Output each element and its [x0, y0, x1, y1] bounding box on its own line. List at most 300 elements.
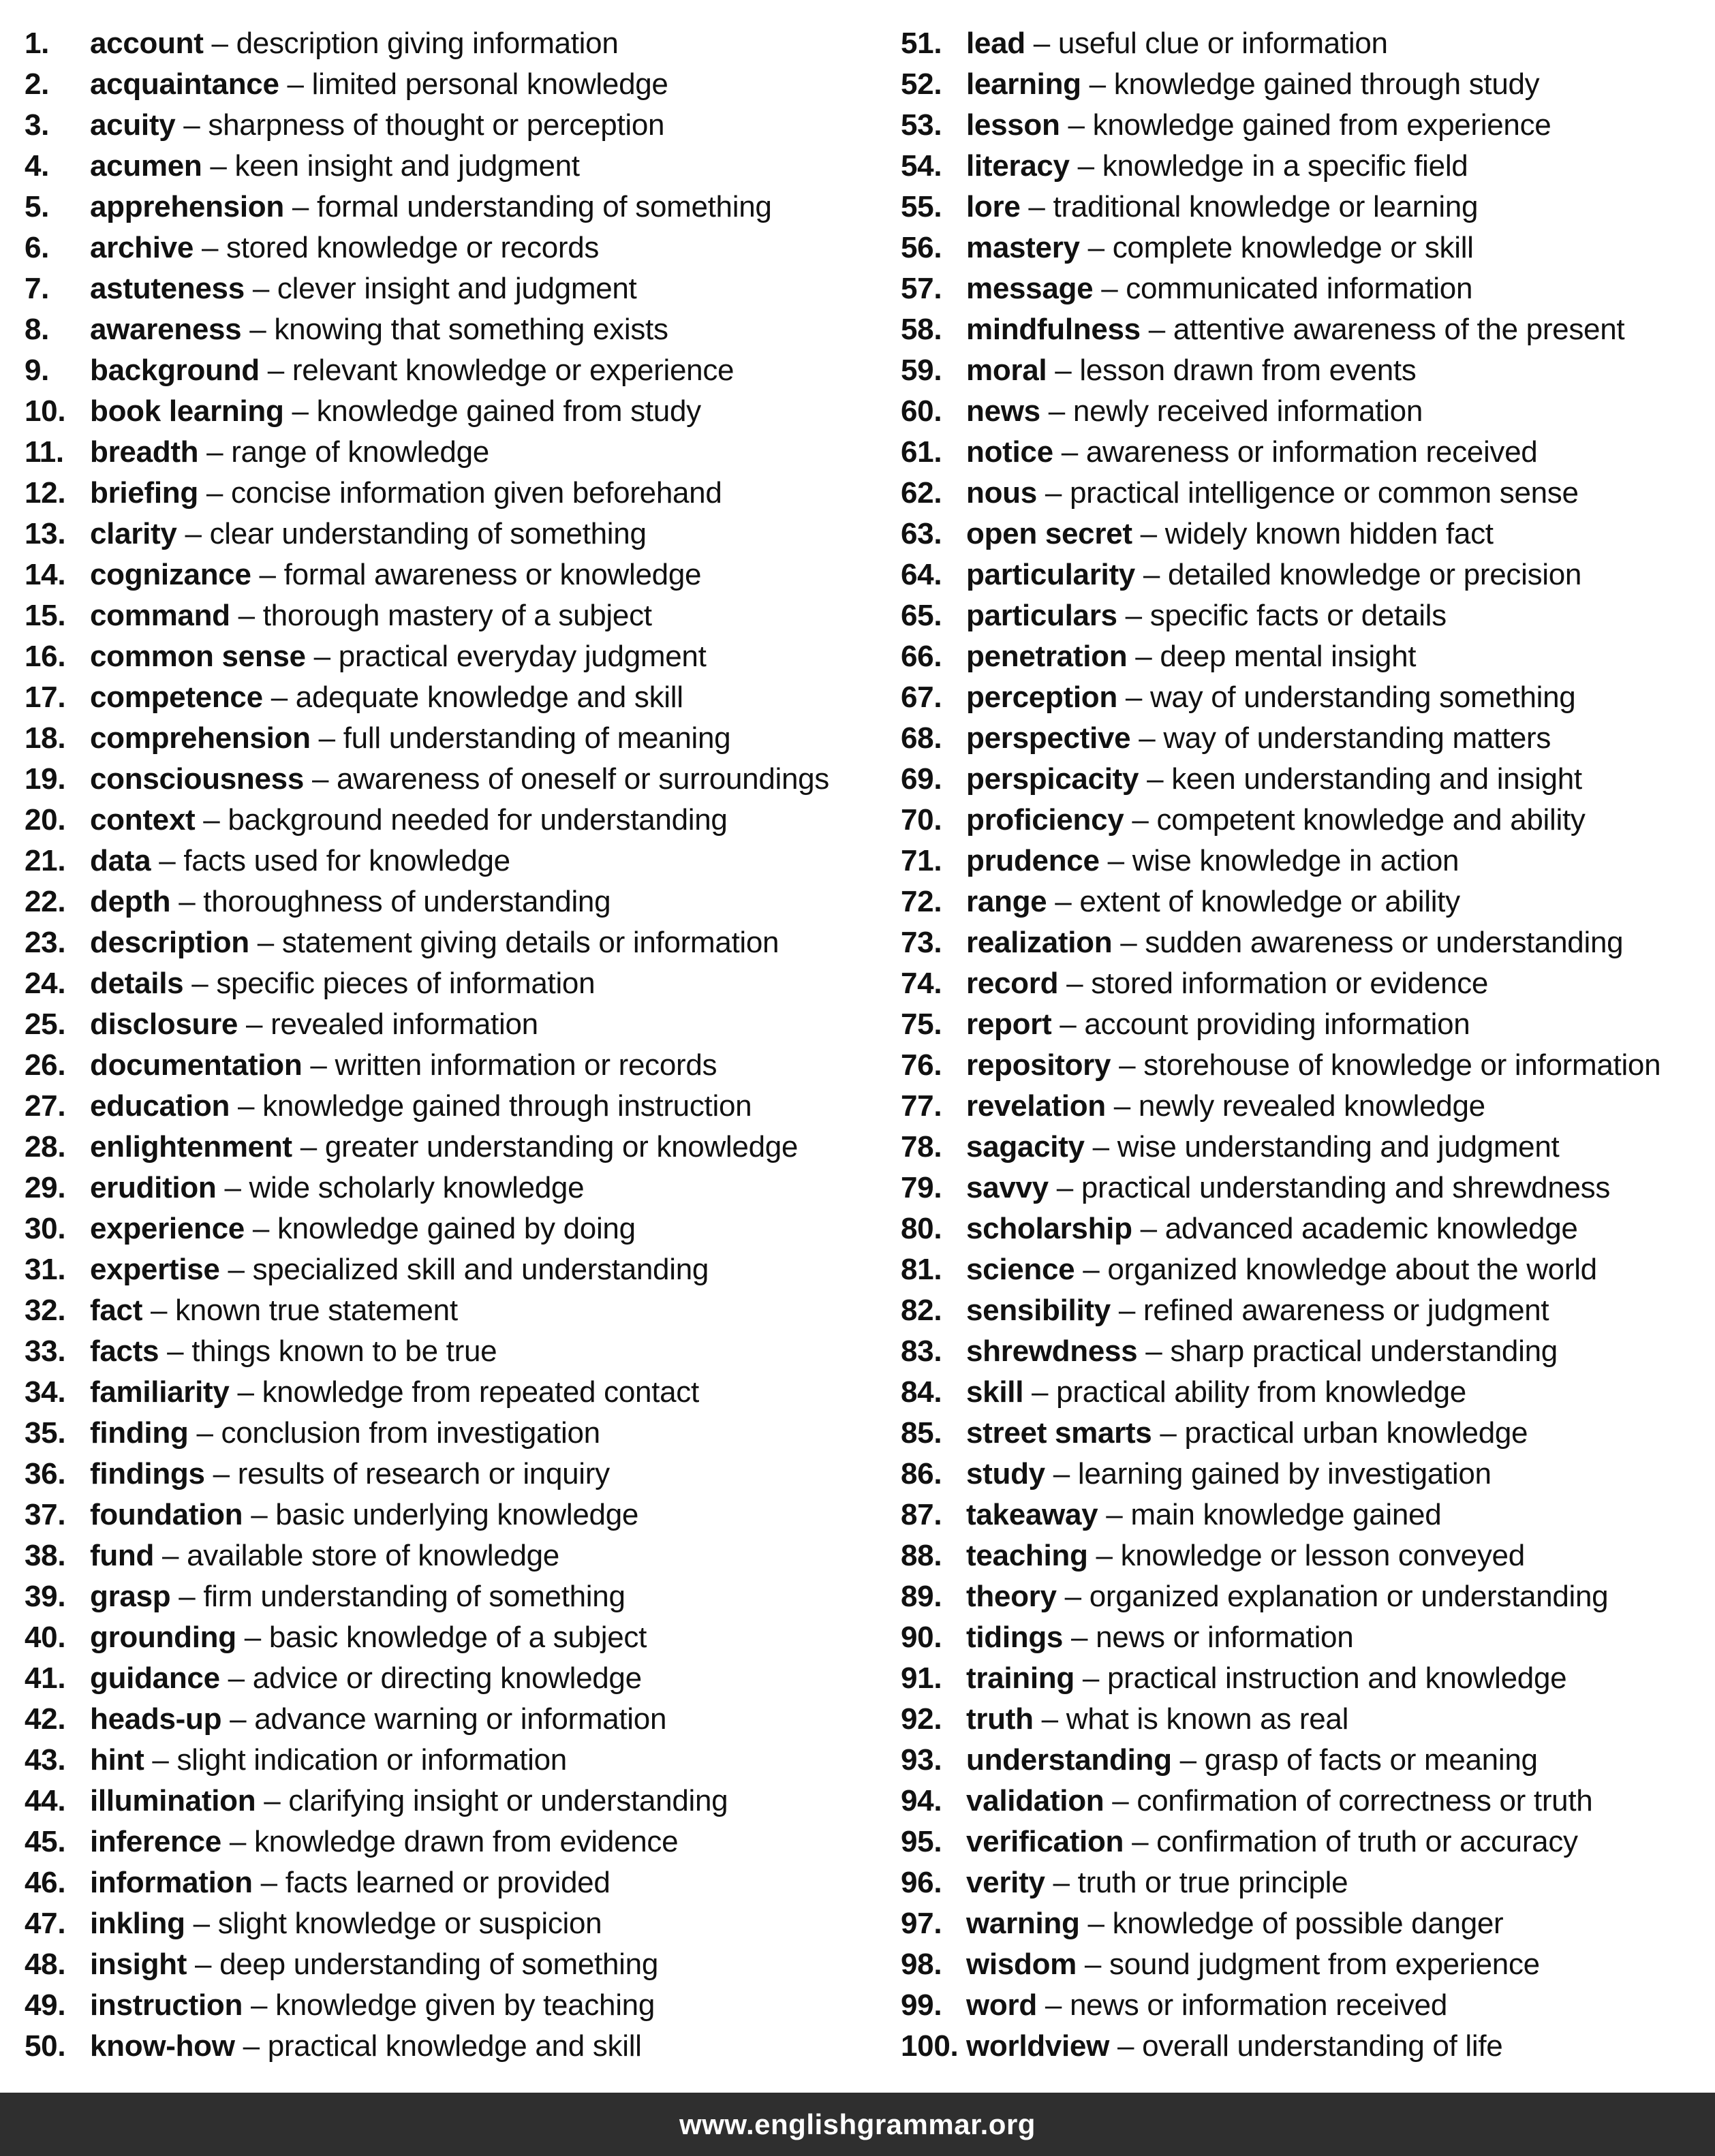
item-definition: deep understanding of something: [219, 1948, 658, 1981]
item-number: 91.: [901, 1661, 942, 1695]
item-definition: useful clue or information: [1057, 27, 1388, 60]
item-number: 92.: [901, 1702, 942, 1736]
footer-url[interactable]: www.englishgrammar.org: [679, 2108, 1036, 2140]
item-definition: background needed for understanding: [228, 803, 728, 837]
item-term: study: [966, 1457, 1045, 1490]
item-number: 75.: [901, 1007, 942, 1041]
item-separator: –: [175, 108, 208, 142]
item-separator: –: [262, 681, 296, 714]
item-number: 27.: [25, 1089, 66, 1123]
item-separator: –: [1132, 517, 1165, 550]
item-number: 39.: [25, 1580, 66, 1613]
item-number: 3.: [25, 108, 50, 142]
list-item: [901, 1086, 1712, 1127]
item-definition: knowledge of possible danger: [1112, 1907, 1504, 1940]
item-separator: –: [204, 1457, 238, 1490]
item-definition: revealed information: [271, 1007, 538, 1041]
item-separator: –: [1127, 640, 1160, 673]
list-item: [25, 1004, 869, 1045]
item-term: fund: [90, 1539, 155, 1572]
item-term: apprehension: [90, 190, 284, 223]
item-separator: –: [1098, 1498, 1131, 1531]
item-term: scholarship: [966, 1212, 1132, 1245]
item-term: perception: [966, 681, 1117, 714]
item-separator: –: [188, 1416, 221, 1450]
item-separator: –: [1040, 394, 1073, 428]
item-term: description: [90, 926, 249, 959]
item-term: penetration: [966, 640, 1128, 673]
item-separator: –: [1074, 1661, 1107, 1695]
item-definition: awareness or information received: [1085, 435, 1538, 469]
item-separator: –: [241, 313, 275, 346]
item-definition: account providing information: [1084, 1007, 1470, 1041]
item-term: prudence: [966, 844, 1100, 877]
item-number: 78.: [901, 1130, 942, 1163]
list-item: [25, 636, 869, 677]
list-item: [25, 1372, 869, 1413]
item-separator: –: [238, 1007, 271, 1041]
list-item: [25, 1454, 869, 1495]
item-definition: knowledge or lesson conveyed: [1120, 1539, 1525, 1572]
item-separator: –: [1110, 1294, 1143, 1327]
item-number: 32.: [25, 1294, 66, 1327]
item-term: savvy: [966, 1171, 1049, 1204]
item-definition: stored information or evidence: [1091, 967, 1489, 1000]
item-definition: sharp practical understanding: [1170, 1334, 1558, 1368]
item-separator: –: [1056, 1580, 1090, 1613]
item-number: 57.: [901, 272, 942, 305]
item-separator: –: [1047, 885, 1080, 918]
item-number: 94.: [901, 1784, 942, 1817]
item-definition: practical ability from knowledge: [1056, 1375, 1466, 1409]
item-term: wisdom: [966, 1948, 1077, 1981]
list-item: [901, 1004, 1712, 1045]
item-term: hint: [90, 1743, 144, 1777]
item-definition: firm understanding of something: [203, 1580, 625, 1613]
item-number: 84.: [901, 1375, 942, 1409]
item-separator: –: [1105, 1089, 1139, 1123]
list-item: [25, 105, 869, 146]
list-item: [25, 473, 869, 514]
item-definition: facts learned or provided: [285, 1866, 611, 1899]
item-definition: clever insight and judgment: [277, 272, 637, 305]
item-separator: –: [249, 926, 282, 959]
item-number: 17.: [25, 681, 66, 714]
item-number: 36.: [25, 1457, 66, 1490]
item-separator: –: [292, 1130, 325, 1163]
item-definition: storehouse of knowledge or information: [1143, 1048, 1661, 1082]
item-term: realization: [966, 926, 1113, 959]
item-separator: –: [279, 67, 312, 101]
item-definition: grasp of facts or meaning: [1204, 1743, 1538, 1777]
item-number: 11.: [25, 435, 64, 469]
item-number: 29.: [25, 1171, 66, 1204]
list-item: [901, 1740, 1712, 1781]
item-number: 23.: [25, 926, 66, 959]
item-term: illumination: [90, 1784, 256, 1817]
item-definition: knowledge gained from study: [316, 394, 701, 428]
list-item: [901, 1903, 1712, 1944]
item-definition: newly revealed knowledge: [1138, 1089, 1485, 1123]
item-number: 44.: [25, 1784, 66, 1817]
item-term: science: [966, 1253, 1075, 1286]
item-number: 37.: [25, 1498, 66, 1531]
item-definition: way of understanding matters: [1163, 721, 1551, 755]
item-definition: written information or records: [335, 1048, 717, 1082]
item-number: 96.: [901, 1866, 942, 1899]
item-term: competence: [90, 681, 263, 714]
item-separator: –: [1036, 476, 1070, 510]
item-separator: –: [159, 1334, 192, 1368]
item-definition: news or information received: [1069, 1988, 1448, 2022]
list-item: [901, 187, 1712, 228]
item-number: 12.: [25, 476, 66, 510]
item-number: 25.: [25, 1007, 66, 1041]
item-term: cognizance: [90, 558, 251, 591]
list-item: [901, 514, 1712, 554]
item-separator: –: [1077, 1948, 1110, 1981]
item-separator: –: [1045, 1457, 1078, 1490]
item-number: 45.: [25, 1825, 66, 1858]
item-separator: –: [1058, 967, 1092, 1000]
item-term: word: [966, 1988, 1037, 2022]
list-item: [901, 1862, 1712, 1903]
item-term: literacy: [966, 149, 1070, 183]
item-term: understanding: [966, 1743, 1172, 1777]
list-item: [25, 881, 869, 922]
list-item: [25, 554, 869, 595]
item-number: 5.: [25, 190, 50, 223]
item-definition: sound judgment from experience: [1109, 1948, 1540, 1981]
item-number: 33.: [25, 1334, 66, 1368]
item-definition: known true statement: [175, 1294, 458, 1327]
list-item: [901, 1576, 1712, 1617]
list-item: [901, 1454, 1712, 1495]
item-definition: available store of knowledge: [187, 1539, 559, 1572]
item-number: 31.: [25, 1253, 66, 1286]
item-separator: –: [236, 1621, 269, 1654]
item-number: 69.: [901, 762, 942, 796]
item-definition: advance warning or information: [254, 1702, 667, 1736]
item-term: news: [966, 394, 1040, 428]
list-item: [901, 1822, 1712, 1862]
item-definition: relevant knowledge or experience: [292, 354, 735, 387]
item-separator: –: [1048, 1171, 1081, 1204]
item-term: message: [966, 272, 1094, 305]
item-separator: –: [185, 1907, 218, 1940]
item-definition: slight knowledge or suspicion: [217, 1907, 602, 1940]
item-term: data: [90, 844, 151, 877]
list-item: [25, 1944, 869, 1985]
item-term: lesson: [966, 108, 1060, 142]
list-item: [25, 309, 869, 350]
list-item: [25, 1208, 869, 1249]
item-definition: adequate knowledge and skill: [295, 681, 683, 714]
list-item: [901, 146, 1712, 187]
item-separator: –: [252, 1866, 285, 1899]
item-separator: –: [251, 558, 284, 591]
item-term: training: [966, 1661, 1075, 1695]
item-separator: –: [1063, 1621, 1096, 1654]
item-separator: –: [170, 1580, 204, 1613]
item-definition: range of knowledge: [231, 435, 489, 469]
list-item: [901, 636, 1712, 677]
item-term: erudition: [90, 1171, 217, 1204]
item-number: 66.: [901, 640, 942, 673]
item-separator: –: [151, 844, 184, 877]
item-term: particulars: [966, 599, 1117, 632]
item-term: report: [966, 1007, 1052, 1041]
list-item: [901, 1331, 1712, 1372]
item-separator: –: [1023, 1375, 1057, 1409]
item-term: verification: [966, 1825, 1124, 1858]
item-separator: –: [1025, 27, 1058, 60]
item-definition: knowing that something exists: [274, 313, 668, 346]
item-number: 86.: [901, 1457, 942, 1490]
item-separator: –: [1033, 1702, 1066, 1736]
item-term: book learning: [90, 394, 284, 428]
item-term: street smarts: [966, 1416, 1152, 1450]
list-item: [25, 1576, 869, 1617]
item-separator: –: [1093, 272, 1126, 305]
item-term: comprehension: [90, 721, 311, 755]
item-definition: facts used for knowledge: [183, 844, 510, 877]
item-term: details: [90, 967, 184, 1000]
item-term: mastery: [966, 231, 1080, 264]
item-definition: specific facts or details: [1149, 599, 1447, 632]
list-item: [901, 228, 1712, 268]
item-term: clarity: [90, 517, 177, 550]
item-separator: –: [216, 1171, 249, 1204]
item-number: 87.: [901, 1498, 942, 1531]
item-term: context: [90, 803, 196, 837]
item-definition: truth or true principle: [1077, 1866, 1348, 1899]
item-number: 7.: [25, 272, 50, 305]
list-item: [25, 1903, 869, 1944]
item-number: 85.: [901, 1416, 942, 1450]
item-separator: –: [256, 1784, 289, 1817]
item-number: 30.: [25, 1212, 66, 1245]
item-separator: –: [1117, 681, 1150, 714]
item-number: 16.: [25, 640, 66, 673]
item-term: particularity: [966, 558, 1135, 591]
item-number: 6.: [25, 231, 50, 264]
list-item: [25, 228, 869, 268]
item-number: 67.: [901, 681, 942, 714]
list-item: [25, 2026, 869, 2067]
list-item: [901, 391, 1712, 432]
item-separator: –: [1124, 803, 1157, 837]
item-number: 76.: [901, 1048, 942, 1082]
list-item: [25, 1045, 869, 1086]
item-term: information: [90, 1866, 253, 1899]
item-separator: –: [1109, 2029, 1143, 2063]
item-number: 38.: [25, 1539, 66, 1572]
item-number: 80.: [901, 1212, 942, 1245]
item-definition: keen understanding and insight: [1171, 762, 1582, 796]
item-definition: practical everyday judgment: [338, 640, 707, 673]
item-separator: –: [1112, 926, 1145, 959]
item-term: documentation: [90, 1048, 303, 1082]
item-definition: news or information: [1096, 1621, 1354, 1654]
list-item: [25, 1127, 869, 1168]
item-number: 93.: [901, 1743, 942, 1777]
list-item: [901, 1127, 1712, 1168]
item-number: 1.: [25, 27, 50, 60]
item-number: 89.: [901, 1580, 942, 1613]
item-definition: knowledge from repeated contact: [262, 1375, 699, 1409]
item-number: 4.: [25, 149, 50, 183]
list-item: [25, 1535, 869, 1576]
item-number: 63.: [901, 517, 942, 550]
item-separator: –: [144, 1743, 177, 1777]
item-separator: –: [283, 190, 317, 223]
item-separator: –: [1132, 1212, 1165, 1245]
item-number: 88.: [901, 1539, 942, 1572]
item-term: lore: [966, 190, 1021, 223]
item-number: 98.: [901, 1948, 942, 1981]
item-definition: knowledge gained by doing: [277, 1212, 636, 1245]
item-number: 15.: [25, 599, 66, 632]
item-number: 19.: [25, 762, 66, 796]
list-item: [25, 268, 869, 309]
item-term: fact: [90, 1294, 143, 1327]
item-number: 47.: [25, 1907, 66, 1940]
item-separator: –: [1099, 844, 1132, 877]
item-term: acquaintance: [90, 67, 279, 101]
item-number: 35.: [25, 1416, 66, 1450]
item-term: grasp: [90, 1580, 171, 1613]
item-term: archive: [90, 231, 194, 264]
item-number: 48.: [25, 1948, 66, 1981]
item-term: record: [966, 967, 1059, 1000]
item-definition: knowledge gained through instruction: [262, 1089, 752, 1123]
item-separator: –: [1134, 558, 1168, 591]
item-definition: practical instruction and knowledge: [1107, 1661, 1567, 1695]
item-separator: –: [1036, 1988, 1070, 2022]
item-term: common sense: [90, 640, 306, 673]
item-number: 100.: [901, 2029, 959, 2063]
item-term: truth: [966, 1702, 1034, 1736]
item-definition: wise understanding and judgment: [1117, 1130, 1560, 1163]
item-term: range: [966, 885, 1047, 918]
item-separator: –: [1124, 1825, 1157, 1858]
item-separator: –: [1079, 1907, 1113, 1940]
item-separator: –: [1060, 108, 1093, 142]
item-definition: conclusion from investigation: [221, 1416, 600, 1450]
item-number: 71.: [901, 844, 942, 877]
item-separator: –: [1171, 1743, 1205, 1777]
item-term: takeaway: [966, 1498, 1098, 1531]
item-separator: –: [198, 435, 232, 469]
item-number: 14.: [25, 558, 66, 591]
item-definition: complete knowledge or skill: [1112, 231, 1474, 264]
item-definition: advanced academic knowledge: [1164, 1212, 1578, 1245]
list-item: [25, 146, 869, 187]
item-separator: –: [170, 885, 204, 918]
item-separator: –: [202, 149, 235, 183]
item-definition: lesson drawn from events: [1079, 354, 1417, 387]
item-number: 26.: [25, 1048, 66, 1082]
item-separator: –: [187, 1948, 220, 1981]
item-separator: –: [1130, 721, 1164, 755]
item-term: theory: [966, 1580, 1057, 1613]
list-item: [25, 759, 869, 800]
item-term: skill: [966, 1375, 1024, 1409]
list-item: [25, 391, 869, 432]
list-item: [901, 759, 1712, 800]
item-definition: clear understanding of something: [209, 517, 647, 550]
item-separator: –: [1045, 1866, 1078, 1899]
item-separator: –: [229, 1375, 262, 1409]
list-item: [25, 514, 869, 554]
item-definition: formal understanding of something: [316, 190, 772, 223]
item-separator: –: [234, 2029, 268, 2063]
list-item: [901, 1249, 1712, 1290]
item-definition: advice or directing knowledge: [252, 1661, 642, 1695]
item-definition: limited personal knowledge: [311, 67, 668, 101]
item-definition: stored knowledge or records: [226, 231, 600, 264]
item-definition: knowledge drawn from evidence: [253, 1825, 679, 1858]
item-number: 58.: [901, 313, 942, 346]
item-number: 34.: [25, 1375, 66, 1409]
item-term: education: [90, 1089, 230, 1123]
item-number: 8.: [25, 313, 50, 346]
item-term: inference: [90, 1825, 221, 1858]
item-separator: –: [1104, 1784, 1137, 1817]
list-item: [901, 23, 1712, 64]
list-item: [901, 800, 1712, 841]
item-separator: –: [195, 803, 228, 837]
item-term: astuteness: [90, 272, 245, 305]
item-number: 64.: [901, 558, 942, 591]
item-number: 52.: [901, 67, 942, 101]
item-term: notice: [966, 435, 1053, 469]
item-number: 81.: [901, 1253, 942, 1286]
item-number: 20.: [25, 803, 66, 837]
list-item: [901, 2026, 1712, 2067]
item-term: perspective: [966, 721, 1131, 755]
item-term: warning: [966, 1907, 1080, 1940]
item-term: learning: [966, 67, 1081, 101]
item-term: repository: [966, 1048, 1111, 1082]
list-item: [901, 1372, 1712, 1413]
item-separator: –: [283, 394, 317, 428]
list-item: [901, 64, 1712, 105]
item-number: 90.: [901, 1621, 942, 1654]
item-definition: keen insight and judgment: [234, 149, 580, 183]
item-definition: organized explanation or understanding: [1089, 1580, 1609, 1613]
list-item: [901, 309, 1712, 350]
item-number: 77.: [901, 1089, 942, 1123]
item-separator: –: [1084, 1130, 1117, 1163]
item-definition: practical urban knowledge: [1184, 1416, 1528, 1450]
list-item: [901, 595, 1712, 636]
item-term: lead: [966, 27, 1025, 60]
item-term: command: [90, 599, 230, 632]
item-definition: full understanding of meaning: [343, 721, 731, 755]
item-term: account: [90, 27, 204, 60]
item-separator: –: [1079, 231, 1113, 264]
item-definition: basic underlying knowledge: [275, 1498, 639, 1531]
item-definition: attentive awareness of the present: [1173, 313, 1625, 346]
item-definition: newly received information: [1072, 394, 1423, 428]
item-term: nous: [966, 476, 1037, 510]
item-definition: sharpness of thought or perception: [208, 108, 665, 142]
item-definition: what is known as real: [1066, 1702, 1349, 1736]
list-item: [901, 350, 1712, 391]
item-definition: confirmation of truth or accuracy: [1156, 1825, 1578, 1858]
